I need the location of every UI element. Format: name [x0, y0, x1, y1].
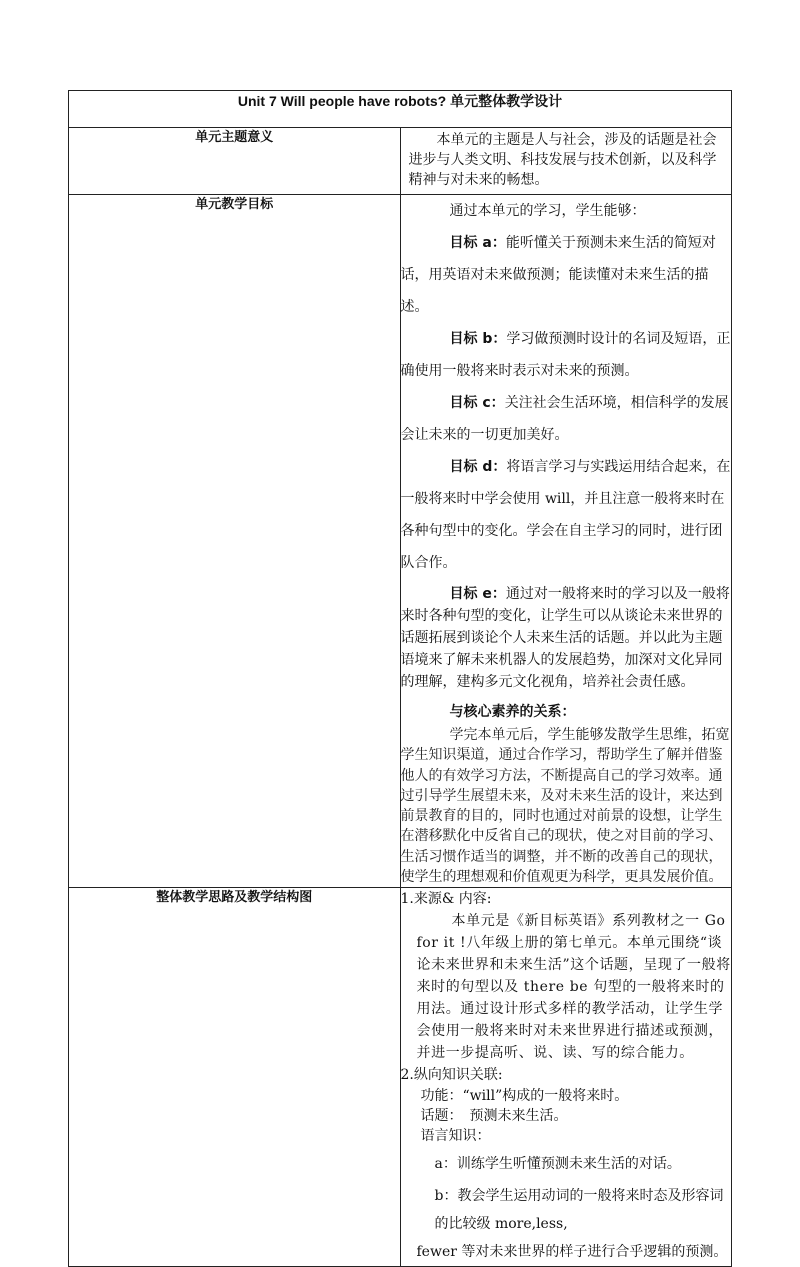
goal-d-label: 目标 d： — [449, 459, 507, 475]
goal-e — [401, 583, 732, 693]
source-text: 本单元是《新目标英语》系列教材之一 Go for it !八年级上册的第七单元。本单元围绕“谈论未来世界和未来生活”这个话题，呈现了一般将来时的句型以及 there be 句型的一般将来时的用法。通过设计形式多样的教学活动，让学生学会使用一般将来时对未来世界进行描述或预测，并进一步提高听、说、读、写的综合能力。 — [416, 913, 731, 1062]
unit-theme-text: 本单元的主题是人与社会，涉及的话题是社会进步与人类文明、科技发展与技术创新，以及科学精神与对未来的畅想。 — [408, 132, 717, 188]
topic-line: 话题： 预测未来生活。 — [420, 1108, 568, 1125]
core-literacy-text: 学完本单元后，学生能够发散学生思维，拓宽学生知识渠道，通过合作学习，帮助学生了解并借鉴他人的有效学习方法，不断提高自己的学习效率。通过引导学生展望未来，及对未来生活的设计，来达到前景教育的目的，同时也通过对前景的设想，让学生在潜移默化中反省自己的现状，使之对目前的学习、生活习惯作适当的调整，并不断的改善自己的现状，使学生的理想观和价值观更为科学，更具发展价值。 — [400, 727, 730, 886]
cell-teaching-structure — [400, 888, 732, 1267]
goal-d-text: 将语言学习与实践运用结合起来，在一般将来时中学会使用 will，并且注意一般将来时在各种句型中的变化。学会在自主学习的同时，进行团队合作。 — [400, 459, 731, 571]
function-line: 功能：“will”构成的一般将来时。 — [420, 1088, 629, 1105]
goals-intro: 通过本单元的学习，学生能够： — [449, 203, 646, 219]
core-literacy-heading: 与核心素养的关系： — [449, 704, 576, 720]
document-title: Unit 7 Will people have robots? 单元整体教学设计 — [69, 91, 732, 128]
goal-e-label: 目标 e： — [449, 586, 506, 602]
goal-b-label: 目标 b： — [449, 331, 507, 347]
goal-c — [401, 387, 732, 451]
cell-unit-theme — [400, 128, 732, 195]
cell-teaching-goals — [400, 195, 732, 888]
lesson-design-table — [68, 90, 732, 1267]
goal-a-label: 目标 a： — [449, 235, 506, 251]
goal-d — [401, 451, 732, 579]
row-unit-theme — [69, 128, 732, 195]
row-teaching-structure — [69, 888, 732, 1267]
source-heading: 1.来源& 内容: — [400, 891, 492, 908]
goal-c-text: 关注社会生活环境，相信科学的发展会让未来的一切更加美好。 — [400, 395, 729, 443]
label-teaching-structure: 整体教学思路及教学结构图 — [69, 888, 401, 1267]
item-b: b：教会学生运用动词的一般将来时态及形容词的比较级 more,less, — [434, 1188, 724, 1233]
goal-b — [401, 323, 732, 387]
item-a: a：训练学生听懂预测未来生活的对话。 — [434, 1156, 681, 1173]
goal-e-text: 通过对一般将来时的学习以及一般将来时各种句型的变化，让学生可以从谈论未来世界的话题拓展到谈论个人未来生活的话题。并以此为主题语境来了解未来机器人的发展趋势，加深对文化异同的理解，建构多元文化视角，培养社会责任感。 — [400, 586, 730, 690]
goal-a-text: 能听懂关于预测未来生活的简短对话，用英语对未来做预测；能读懂对未来生活的描述。 — [400, 235, 716, 315]
label-teaching-goals: 单元教学目标 — [69, 195, 401, 888]
goal-c-label: 目标 c： — [449, 395, 505, 411]
goal-a — [401, 227, 732, 323]
title-row — [69, 91, 732, 128]
row-teaching-goals — [69, 195, 732, 888]
item-b-continued: fewer 等对未来世界的样子进行合乎逻辑的预测。 — [416, 1244, 728, 1261]
knowledge-heading: 2.纵向知识关联: — [400, 1067, 503, 1084]
language-line: 语言知识： — [420, 1128, 491, 1145]
goal-b-text: 学习做预测时设计的名词及短语，正确使用一般将来时表示对未来的预测。 — [400, 331, 731, 379]
label-unit-theme: 单元主题意义 — [69, 128, 401, 195]
